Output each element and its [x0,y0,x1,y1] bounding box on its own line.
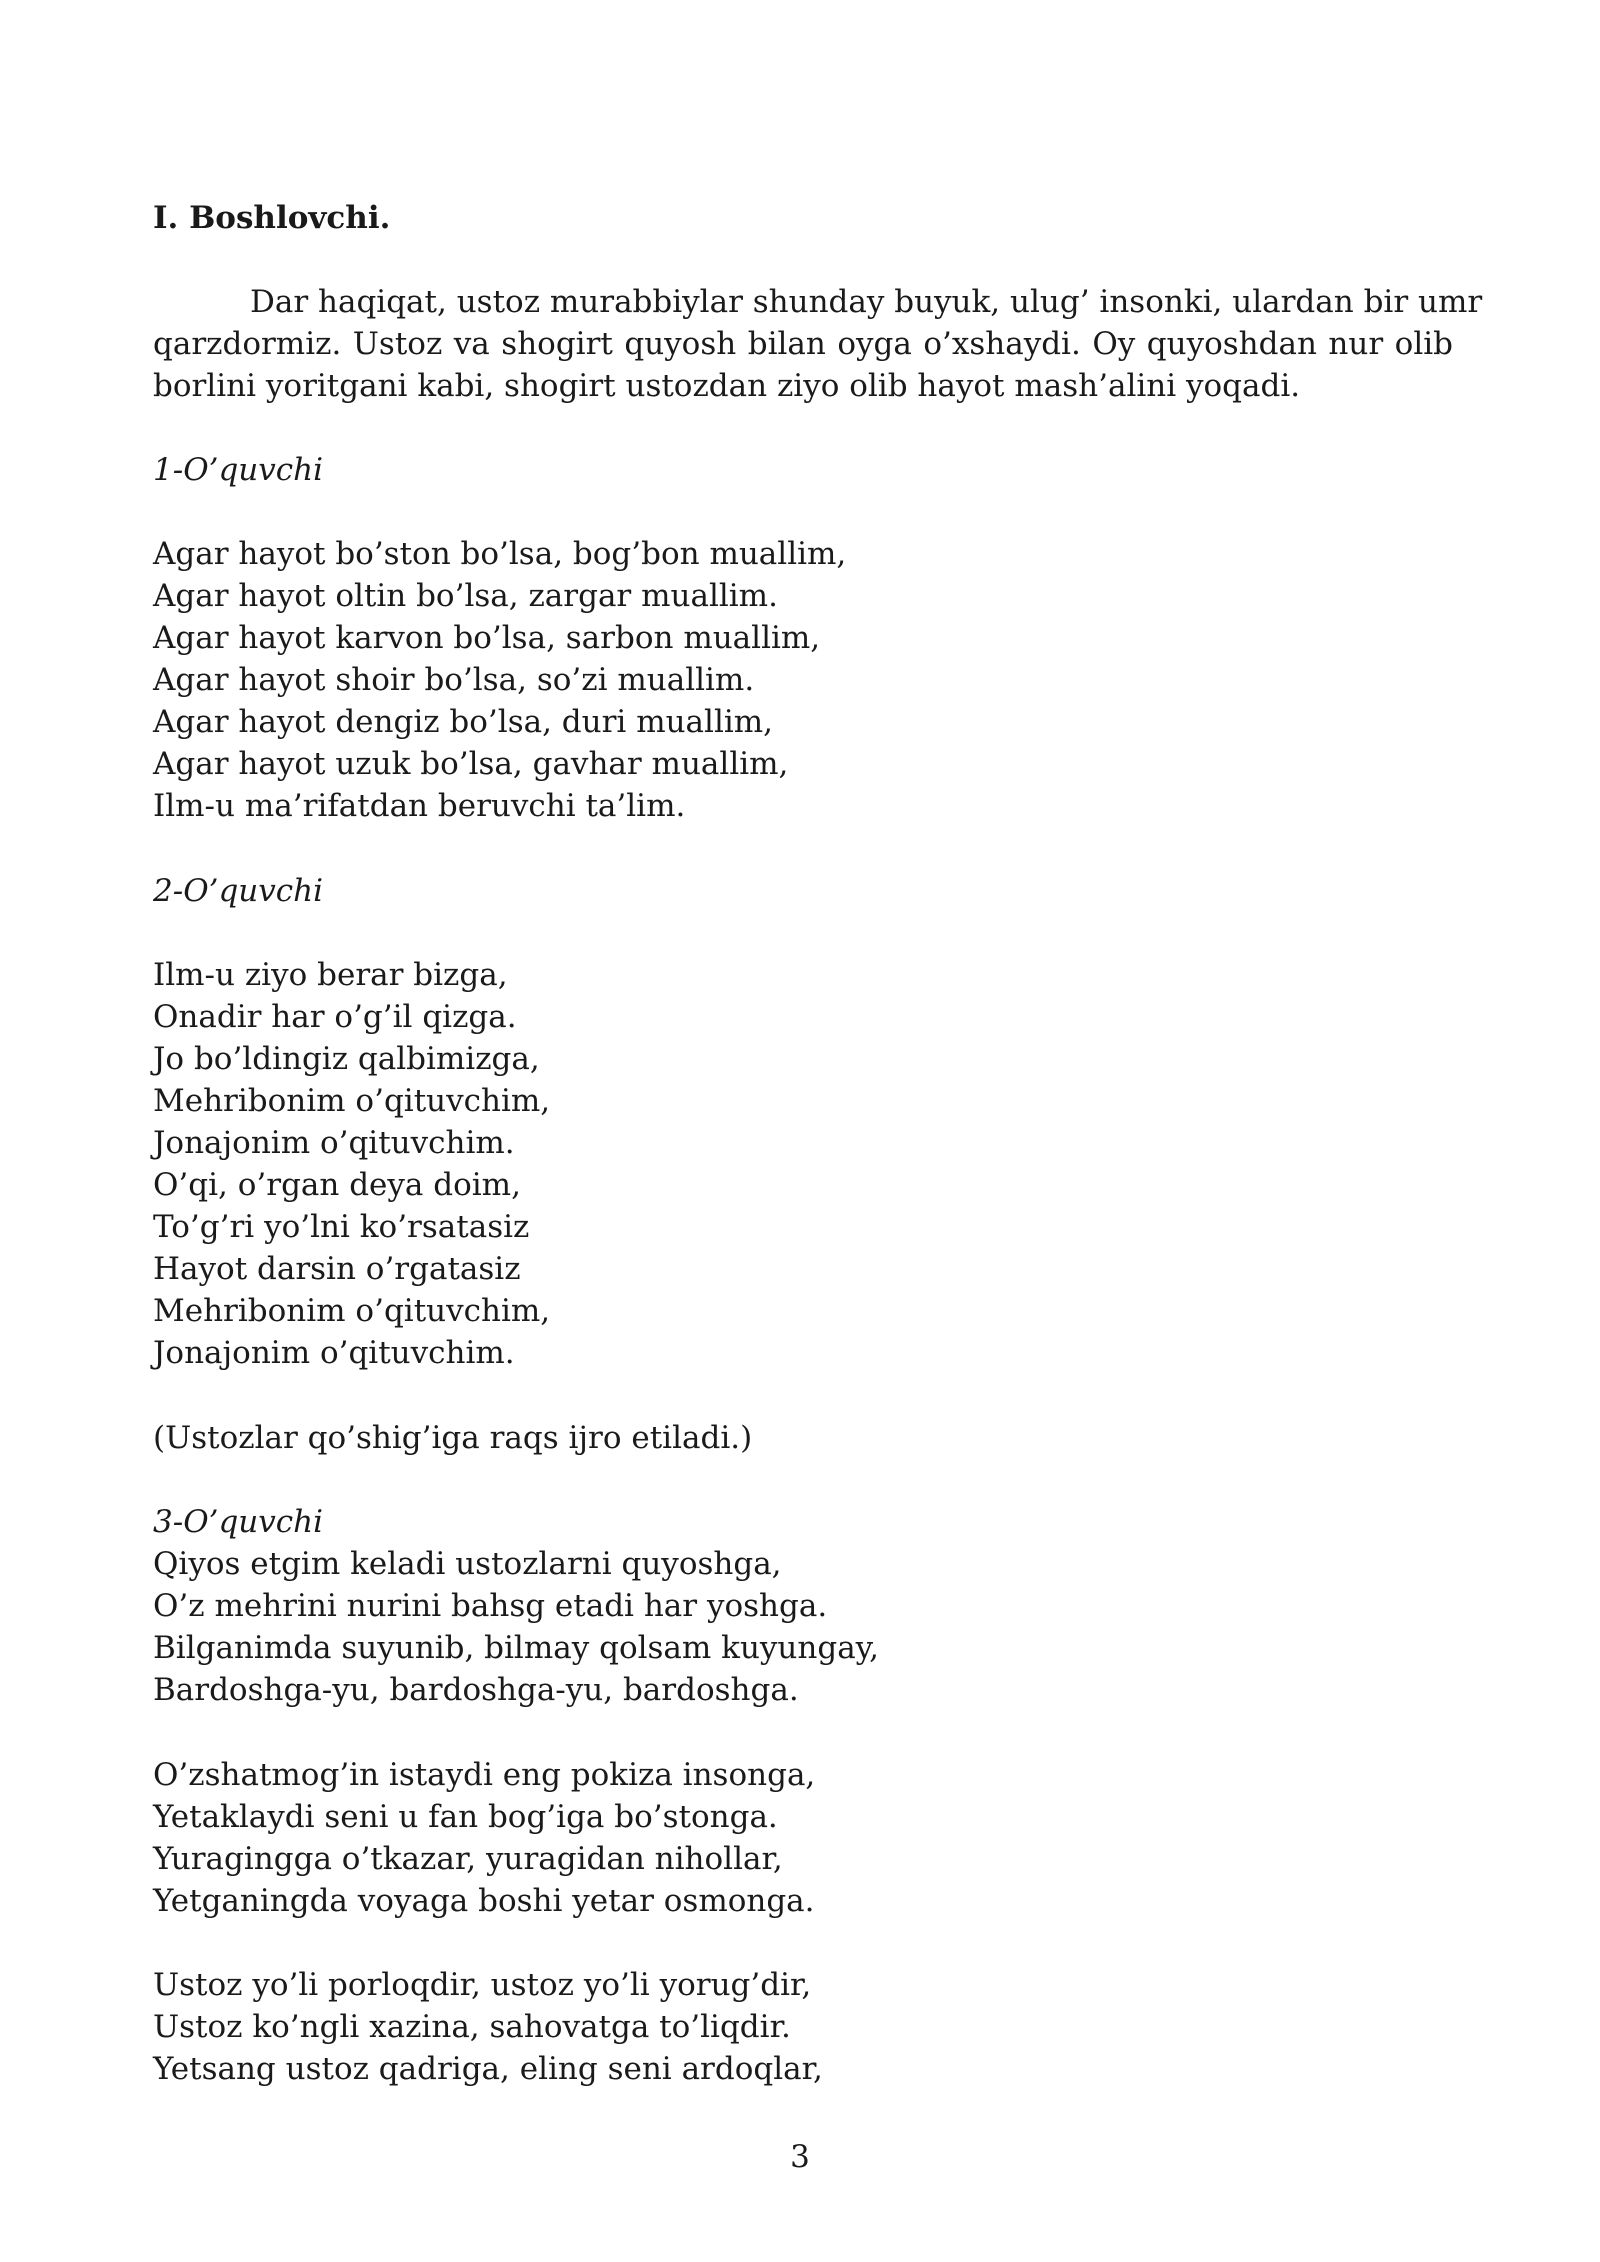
poem-line: Jonajonim o’qituvchim. [153,1335,515,1371]
section-heading: I. Boshlovchi. [153,200,391,236]
poem-line: Ilm-u ziyo berar bizga, [153,957,508,993]
poem-line: Mehribonim o’qituvchim, [153,1083,551,1119]
poem-line: Ustoz yo’li porloqdir, ustoz yo’li yorug’dir, [153,1967,812,2003]
poem-line: Agar hayot uzuk bo’lsa, gavhar muallim, [153,746,789,782]
poem-line: Ustoz ko’ngli xazina, sahovatga to’liqdir. [153,2009,791,2045]
intro-line: qarzdormiz. Ustoz va shogirt quyosh bilan oyga o’xshaydi. Oy quyoshdan nur olib [153,326,1453,362]
poem-line: Bilganimda suyunib, bilmay qolsam kuyungay, [153,1630,879,1666]
poem-line: O’zshatmog’in istaydi eng pokiza insonga, [153,1757,816,1793]
speaker-label-2: 2-O’quvchi [153,873,324,909]
poem-line: Qiyos etgim keladi ustozlarni quyoshga, [153,1546,782,1582]
poem-line: Yuragingga o’tkazar, yuragidan nihollar, [153,1841,783,1877]
poem-line: Agar hayot shoir bo’lsa, so’zi muallim. [153,662,755,698]
stage-direction: (Ustozlar qo’shig’iga raqs ijro etiladi.) [153,1420,753,1456]
poem-line: Ilm-u ma’rifatdan beruvchi ta’lim. [153,788,686,824]
page-number: 3 [790,2139,810,2175]
poem-line: Onadir har o’g’il qizga. [153,999,517,1035]
poem-line: Jonajonim o’qituvchim. [153,1125,515,1161]
speaker-label-3: 3-O’quvchi [153,1504,324,1540]
poem-line: Jo bo’ldingiz qalbimizga, [153,1041,540,1077]
intro-line: borlini yoritgani kabi, shogirt ustozdan ziyo olib hayot mash’alini yoqadi. [153,368,1301,404]
poem-line: O’qi, o’rgan deya doim, [153,1167,521,1203]
speaker-label-1-block [153,449,323,491]
poem-line: Agar hayot dengiz bo’lsa, duri muallim, [153,704,774,740]
speaker-label-1: 1-O’quvchi [153,452,324,488]
poem-line: Agar hayot oltin bo’lsa, zargar muallim. [153,578,778,614]
poem-line: Agar hayot bo’ston bo’lsa, bog’bon muallim, [153,536,847,572]
poem-line: Hayot darsin o’rgatasiz [153,1251,521,1287]
poem-3-stanza-1 [153,1501,879,1711]
poem-line: Mehribonim o’qituvchim, [153,1293,551,1329]
poem-3-stanza-2 [153,1754,815,1922]
speaker-label-2-block [153,870,323,912]
poem-line: Yetaklaydi seni u fan bog’iga bo’stonga. [153,1799,778,1835]
stage-direction-block [153,1417,752,1459]
section-heading-block [153,197,390,239]
poem-2 [153,954,550,1374]
poem-line: Bardoshga-yu, bardoshga-yu, bardoshga. [153,1672,799,1708]
poem-line: Agar hayot karvon bo’lsa, sarbon muallim, [153,620,821,656]
poem-3-stanza-3 [153,1964,823,2090]
poem-line: Yetsang ustoz qadriga, eling seni ardoqlar, [153,2051,823,2087]
poem-1 [153,533,846,827]
poem-line: Yetganingda voyaga boshi yetar osmonga. [153,1883,815,1919]
poem-line: To’g’ri yo’lni ko’rsatasiz [153,1209,530,1245]
intro-line: Dar haqiqat, ustoz murabbiylar shunday buyuk, ulug’ insonki, ulardan bir umr [250,284,1483,320]
intro-paragraph [153,281,1483,407]
poem-line: O’z mehrini nurini bahsg etadi har yoshga. [153,1588,828,1624]
